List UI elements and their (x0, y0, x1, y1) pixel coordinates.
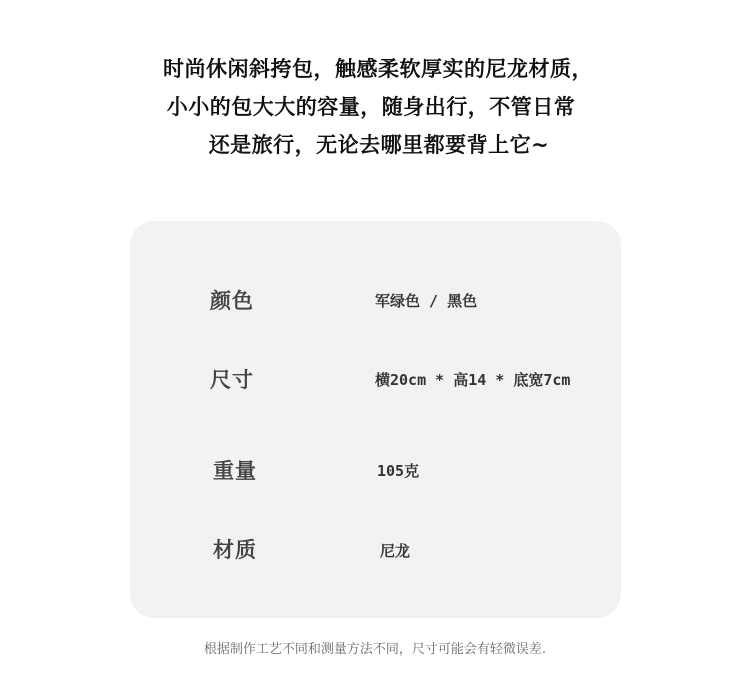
spec-value-size: 横20cm * 高14 * 底宽7cm (375, 371, 571, 389)
spec-card (130, 221, 621, 618)
intro-line-1: 时尚休闲斜挎包，触感柔软厚实的尼龙材质， (163, 57, 593, 81)
intro-line-3: 还是旅行，无论去哪里都要背上它~ (208, 133, 550, 157)
spec-label-size: 尺寸 (210, 368, 254, 392)
product-intro (0, 50, 750, 164)
spec-label-material: 材质 (213, 538, 257, 562)
intro-line-2: 小小的包大大的容量，随身出行，不管日常 (166, 95, 576, 119)
measurement-footnote: 根据制作工艺不同和测量方法不同，尺寸可能会有轻微误差. (203, 642, 547, 657)
spec-label-weight: 重量 (213, 459, 257, 483)
spec-value-weight: 105克 (377, 462, 420, 480)
spec-value-color: 军绿色 / 黑色 (375, 292, 478, 310)
spec-value-material: 尼龙 (380, 542, 411, 560)
spec-label-color: 颜色 (210, 289, 254, 313)
